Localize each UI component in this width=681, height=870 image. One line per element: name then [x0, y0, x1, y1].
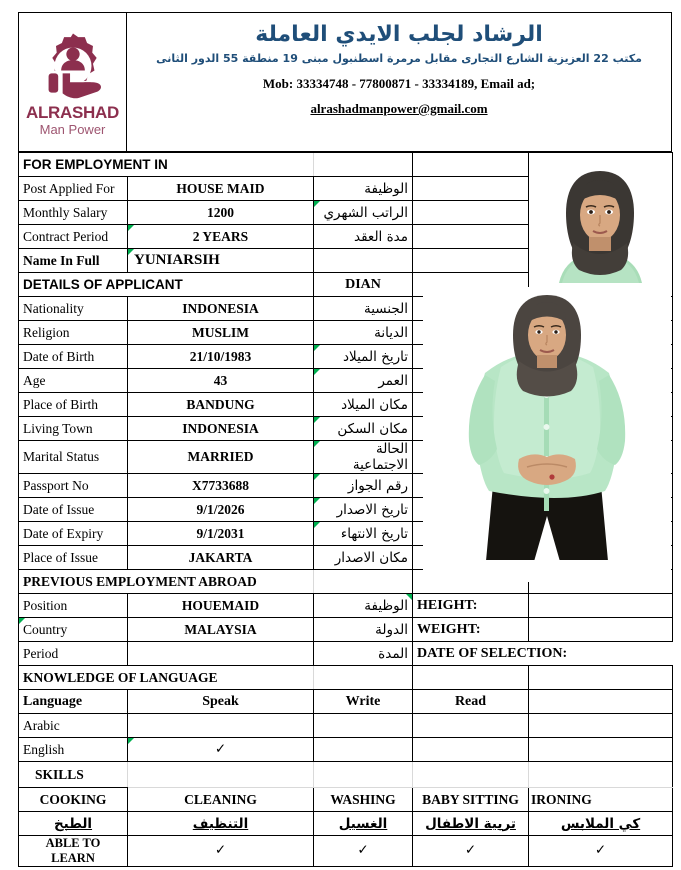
column-header-language: Language — [19, 690, 128, 714]
row-arabic-contract-period: مدة العقد — [314, 225, 413, 249]
cell-english-write[interactable] — [314, 738, 413, 762]
row-arabic-living-town: مكان السكن — [314, 417, 413, 441]
logo-wordmark: ALRASHAD — [26, 102, 119, 122]
skill-mark-cleaning[interactable]: ✓ — [128, 836, 314, 867]
details-section-header: DETAILS OF APPLICANT — [19, 273, 314, 297]
alrashad-logo-icon — [36, 29, 110, 103]
company-logo-cell — [19, 13, 127, 151]
row-label-language-english: English — [19, 738, 128, 762]
row-label-country: Country — [19, 618, 128, 642]
row-label-post-applied: Post Applied For — [19, 177, 128, 201]
skill-arabic-washing: الغسيل — [314, 812, 413, 836]
name-row-spacer-2 — [413, 249, 529, 273]
skill-label-cleaning: CLEANING — [128, 788, 314, 812]
skill-arabic-cooking: الطبخ — [19, 812, 128, 836]
row-arabic-monthly-salary: الراتب الشهري — [314, 201, 413, 225]
company-email[interactable]: alrashadmanpower@gmail.com — [310, 100, 488, 116]
table-row — [19, 594, 673, 618]
table-row-language-header — [19, 666, 673, 690]
row-value-position: HOUEMAID — [128, 594, 314, 618]
cell-english-read[interactable] — [413, 738, 529, 762]
employment-section-header: FOR EMPLOYMENT IN — [19, 153, 314, 177]
skills-header-spacer-4 — [529, 762, 673, 788]
table-row — [19, 714, 673, 738]
row-label-living-town: Living Town — [19, 417, 128, 441]
row-label-period: Period — [19, 642, 128, 666]
row-label-monthly-salary: Monthly Salary — [19, 201, 128, 225]
skill-arabic-cleaning: التنظيف — [128, 812, 314, 836]
previous-employment-section-header: PREVIOUS EMPLOYMENT ABROAD — [19, 570, 314, 594]
row-value-date-of-expiry: 9/1/2031 — [128, 522, 314, 546]
cell-arabic-read[interactable] — [413, 714, 529, 738]
row-extra-post-applied — [413, 177, 529, 201]
employment-header-spacer-1 — [314, 153, 413, 177]
column-header-read: Read — [413, 690, 529, 714]
row-arabic-post-applied: الوظيفة — [314, 177, 413, 201]
skill-arabic-ironing: كي الملابس — [529, 812, 673, 836]
row-arabic-period: المدة — [314, 642, 413, 666]
language-section-header: KNOWLEDGE OF LANGUAGE — [19, 666, 314, 690]
row-arabic-age: العمر — [314, 369, 413, 393]
row-value-post-applied: HOUSE MAID — [128, 177, 314, 201]
row-extra-contract-period — [413, 225, 529, 249]
table-row — [19, 738, 673, 762]
row-label-name-in-full: Name In Full — [19, 249, 128, 273]
name-row-spacer-1 — [314, 249, 413, 273]
row-arabic-passport-no: رقم الجواز — [314, 474, 413, 498]
row-value-name-in-full: YUNIARSIH — [128, 249, 314, 273]
skills-header-spacer-3 — [413, 762, 529, 788]
lang-header-spacer-3 — [529, 666, 673, 690]
row-arabic-date-of-expiry: تاريخ الانتهاء — [314, 522, 413, 546]
row-arabic-place-of-birth: مكان الميلاد — [314, 393, 413, 417]
skills-header-spacer-2 — [314, 762, 413, 788]
row-label-nationality: Nationality — [19, 297, 128, 321]
row-value-monthly-salary: 1200 — [128, 201, 314, 225]
skill-label-cooking: COOKING — [19, 788, 128, 812]
table-row-skills-english — [19, 788, 673, 812]
applicant-headshot-photo — [529, 157, 672, 283]
row-value-period — [128, 642, 314, 666]
table-row — [19, 642, 673, 666]
row-label-passport-no: Passport No — [19, 474, 128, 498]
row-value-living-town: INDONESIA — [128, 417, 314, 441]
row-label-age: Age — [19, 369, 128, 393]
fullbody-photo-bottom-mask — [423, 560, 671, 582]
row-value-date-of-issue: 9/1/2026 — [128, 498, 314, 522]
table-row-language-columns — [19, 690, 673, 714]
skill-mark-ironing[interactable]: ✓ — [529, 836, 673, 867]
cell-english-speak[interactable]: ✓ — [128, 738, 314, 762]
applicant-fullbody-photo — [423, 287, 671, 572]
row-arabic-place-of-issue: مكان الاصدار — [314, 546, 413, 570]
skill-mark-cooking[interactable]: ABLE TO LEARN — [19, 836, 128, 867]
logo-tagline: Man Power — [39, 121, 106, 137]
cell-arabic-extra — [529, 714, 673, 738]
row-label-marital-status: Marital Status — [19, 441, 128, 474]
row-value-contract-period: 2 YEARS — [128, 225, 314, 249]
column-header-write: Write — [314, 690, 413, 714]
row-arabic-position: الوظيفة — [314, 594, 413, 618]
row-extra-monthly-salary — [413, 201, 529, 225]
company-address-arabic: مكتب 22 العزيزية الشارع التجارى مقابل مرمرة اسطنبول مبنى 19 منطقة 55 الدور الثانى — [156, 51, 642, 65]
row-value-religion: MUSLIM — [128, 321, 314, 345]
row-value-age: 43 — [128, 369, 314, 393]
lang-header-spacer-2 — [413, 666, 529, 690]
row-value-place-of-issue: JAKARTA — [128, 546, 314, 570]
skill-mark-baby-sitting[interactable]: ✓ — [413, 836, 529, 867]
prev-emp-header-spacer-1 — [314, 570, 413, 594]
row-label-contract-period: Contract Period — [19, 225, 128, 249]
row-value-marital-status: MARRIED — [128, 441, 314, 474]
skill-label-ironing: IRONING — [529, 788, 673, 812]
skills-section-header: SKILLS — [19, 762, 128, 788]
details-header-value: DIAN — [314, 273, 413, 297]
cell-arabic-speak[interactable] — [128, 714, 314, 738]
cell-arabic-write[interactable] — [314, 714, 413, 738]
field-value-height[interactable] — [529, 594, 673, 618]
company-title-arabic: الرشاد لجلب الايدي العاملة — [255, 22, 543, 47]
row-label-religion: Religion — [19, 321, 128, 345]
row-arabic-date-of-issue: تاريخ الاصدار — [314, 498, 413, 522]
row-arabic-country: الدولة — [314, 618, 413, 642]
row-label-place-of-issue: Place of Issue — [19, 546, 128, 570]
row-label-date-of-issue: Date of Issue — [19, 498, 128, 522]
row-arabic-marital-status: الحالة الاجتماعية — [314, 441, 413, 474]
row-value-nationality: INDONESIA — [128, 297, 314, 321]
field-label-weight: WEIGHT: — [413, 618, 529, 642]
table-row-skills-header — [19, 762, 673, 788]
skill-arabic-baby-sitting: تربية الاطفال — [413, 812, 529, 836]
table-row-skills-arabic — [19, 812, 673, 836]
row-arabic-date-of-birth: تاريخ الميلاد — [314, 345, 413, 369]
field-label-height: HEIGHT: — [413, 594, 529, 618]
row-label-position: Position — [19, 594, 128, 618]
field-label-date-of-selection: DATE OF SELECTION: — [413, 642, 673, 666]
lang-header-spacer-1 — [314, 666, 413, 690]
language-columns-spacer — [529, 690, 673, 714]
header-text-block — [127, 13, 671, 151]
row-label-language-arabic: Arabic — [19, 714, 128, 738]
skills-header-spacer-1 — [128, 762, 314, 788]
field-value-weight[interactable] — [529, 618, 673, 642]
skill-mark-washing[interactable]: ✓ — [314, 836, 413, 867]
row-label-date-of-expiry: Date of Expiry — [19, 522, 128, 546]
row-value-passport-no: X7733688 — [128, 474, 314, 498]
skill-label-baby-sitting: BABY SITTING — [413, 788, 529, 812]
skill-label-washing: WASHING — [314, 788, 413, 812]
row-value-date-of-birth: 21/10/1983 — [128, 345, 314, 369]
row-label-date-of-birth: Date of Birth — [19, 345, 128, 369]
row-label-place-of-birth: Place of Birth — [19, 393, 128, 417]
row-arabic-religion: الديانة — [314, 321, 413, 345]
employment-header-spacer-2 — [413, 153, 529, 177]
company-contact-line: Mob: 33334748 - 77800871 - 33334189, Email ad; — [262, 75, 536, 91]
table-row — [19, 618, 673, 642]
document-header — [18, 12, 672, 152]
column-header-speak: Speak — [128, 690, 314, 714]
row-value-country: MALAYSIA — [128, 618, 314, 642]
row-arabic-nationality: الجنسية — [314, 297, 413, 321]
table-row-skills-marks — [19, 836, 673, 867]
row-value-place-of-birth: BANDUNG — [128, 393, 314, 417]
cell-english-extra — [529, 738, 673, 762]
